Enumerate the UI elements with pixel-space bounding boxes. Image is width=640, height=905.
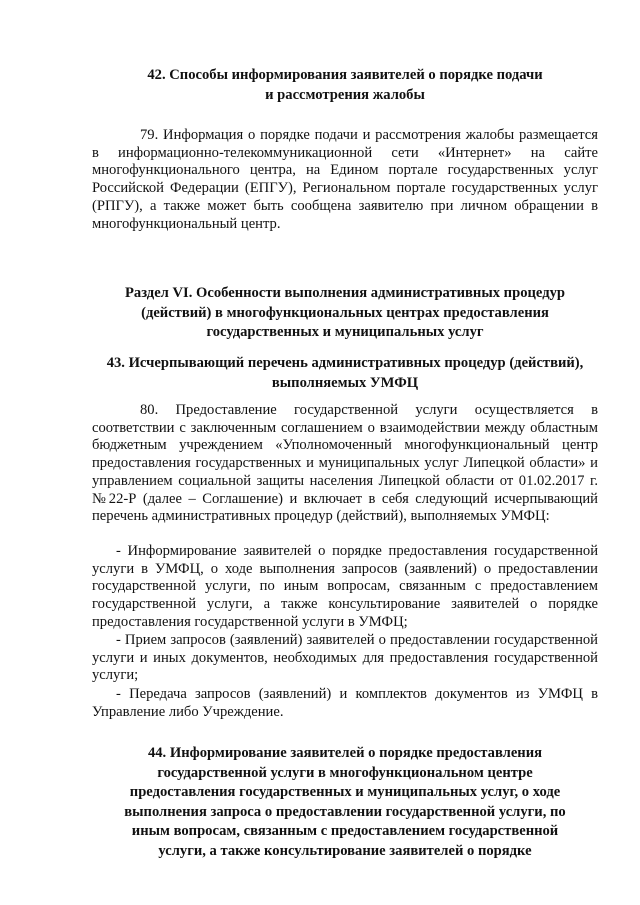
heading-line: Раздел VI. Особенности выполнения административных процедур — [125, 285, 565, 301]
list-item: - Передача запросов (заявлений) и комплектов документов из УМФЦ в Управление либо Учреждение. — [92, 686, 598, 720]
list-item: - Информирование заявителей о порядке предоставления государственной услуги в УМФЦ, о ходе выполнения запросов (заявлений) о предоставлении государственной услуги, по иным вопросам, связанным с предоставлением государственной услуги, а также консультирование заявителей о порядке предоставления государственной услуги в УМФЦ; — [92, 543, 598, 630]
heading-line: предоставления государственных и муниципальных услуг, о ходе — [129, 784, 561, 800]
heading-line: 42. Способы информирования заявителей о порядке подачи — [147, 67, 543, 83]
heading-line: и рассмотрения жалобы — [265, 86, 425, 103]
section-6-heading — [84, 284, 606, 343]
heading-line: выполнения запроса о предоставлении государственной услуги, по — [124, 803, 566, 820]
heading-line: государственной услуги в многофункциональном центре — [157, 764, 533, 781]
section-43-heading — [84, 354, 606, 393]
heading-line: 43. Исчерпывающий перечень административных процедур (действий), — [106, 355, 584, 371]
list-item: - Прием запросов (заявлений) заявителей о предоставлении государственной услуги и иных документов, необходимых для предоставления государственной услуги; — [92, 632, 598, 684]
section-44-heading — [92, 744, 598, 861]
heading-line: услуги, а также консультирование заявителей о порядке — [158, 842, 532, 859]
paragraph-80: 80. Предоставление государственной услуги осуществляется в соответствии с заключенным соглашением о взаимодействии между областным бюджетным учреждением «Уполномоченный многофункциональный центр предоставления государственных и муниципальных услуг Липецкой области» и управлением социальной защиты населения Липецкой области от 01.02.2017 г. №22-Р (далее – Соглашение) и включает в себя следующий исчерпывающий перечень административных процедур (действий), выполняемых УМФЦ: — [92, 402, 598, 525]
heading-line: государственных и муниципальных услуг — [206, 324, 484, 340]
paragraph-79: 79. Информация о порядке подачи и рассмотрения жалобы размещается в информационно-телекоммуникационной сети «Интернет» на сайте многофункционального центра, на Едином портале государственных услуг Российской Федерации (ЕПГУ), Региональном портале государственных услуг (РПГУ), а также может быть сообщена заявителю при личном обращении в многофункциональный центр. — [92, 127, 598, 232]
heading-line: иным вопросам, связанным с предоставлением государственной — [131, 823, 559, 839]
heading-line: выполняемых УМФЦ — [271, 374, 419, 391]
heading-line: (действий) в многофункциональных центрах предоставления — [141, 304, 549, 321]
section-42-heading — [92, 66, 598, 105]
heading-line: 44. Информирование заявителей о порядке предоставления — [147, 745, 543, 761]
